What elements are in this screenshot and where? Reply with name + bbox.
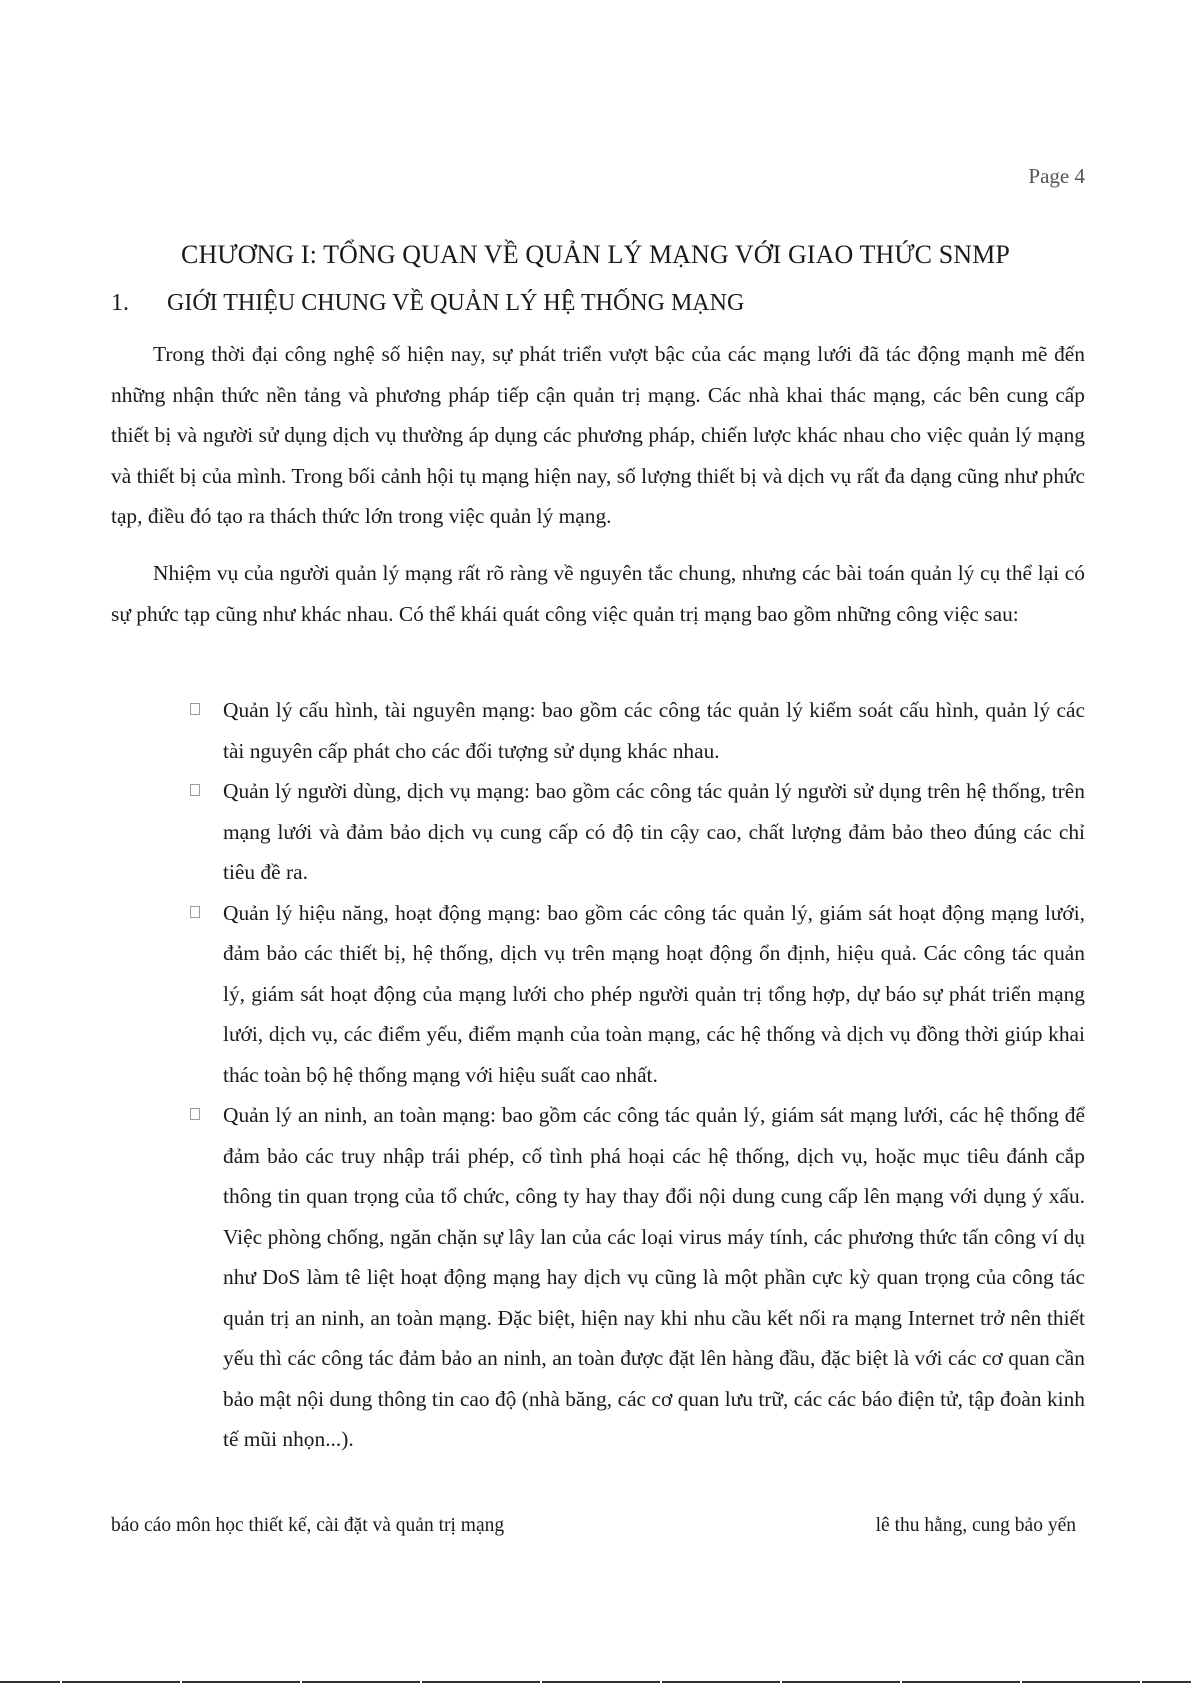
section-heading [111, 290, 744, 317]
page-footer [111, 1515, 1076, 1537]
section-number: 1. [111, 290, 129, 316]
chapter-title: CHƯƠNG I: TỔNG QUAN VỀ QUẢN LÝ MẠNG VỚI GIAO THỨC SNMP [181, 240, 1010, 269]
intro-paragraph: Trong thời đại công nghệ số hiện nay, sự phát triển vượt bậc của các mạng lưới đã tác động mạnh mẽ đến những nhận thức nền tảng và phương pháp tiếp cận quản trị mạng. Các nhà khai thác mạng, các bên cung cấp thiết bị và người sử dụng dịch vụ thường áp dụng các phương pháp, chiến lược khác nhau cho việc quản lý mạng và thiết bị của mình. Trong bối cảnh hội tụ mạng hiện nay, số lượng thiết bị và dịch vụ rất đa dạng cũng như phức tạp, điều đó tạo ra thách thức lớn trong việc quản lý mạng. [111, 342, 1085, 528]
bullet-box-icon [190, 906, 200, 918]
tasks-paragraph: Nhiệm vụ của người quản lý mạng rất rõ ràng về nguyên tắc chung, nhưng các bài toán quản lý cụ thể lại có sự phức tạp cũng như khác nhau. Có thể khái quát công việc quản trị mạng bao gồm những công việc sau: [111, 561, 1085, 626]
footer-authors: lê thu hằng, cung bảo yến [875, 1515, 1076, 1536]
list-item [190, 690, 1085, 771]
footer-course-title: báo cáo môn học thiết kế, cài đặt và quản trị mạng [111, 1515, 505, 1536]
bullet-box-icon [190, 784, 200, 796]
bullet-text: Quản lý người dùng, dịch vụ mạng: bao gồm các công tác quản lý người sử dụng trên hệ thống, trên mạng lưới và đảm bảo dịch vụ cung cấp có độ tin cậy cao, chất lượng đảm bảo theo đúng các chỉ tiêu đề ra. [223, 779, 1085, 884]
list-item [190, 771, 1085, 893]
list-item [190, 893, 1085, 1096]
bullet-text: Quản lý hiệu năng, hoạt động mạng: bao gồm các công tác quản lý, giám sát hoạt động mạng lưới, đảm bảo các thiết bị, hệ thống, dịch vụ trên mạng hoạt động ổn định, hiệu quả. Các công tác quản lý, giám sát hoạt động của mạng lưới cho phép người quản trị tổng hợp, dự báo sự phát triển mạng lưới, dịch vụ, các điểm yếu, điểm mạnh của toàn mạng, các hệ thống và dịch vụ đồng thời giúp khai thác toàn bộ hệ thống mạng với hiệu suất cao nhất. [223, 900, 1085, 1087]
task-bullet-list [190, 690, 1085, 1460]
bullet-box-icon [190, 1108, 200, 1120]
bullet-text: Quản lý cấu hình, tài nguyên mạng: bao gồm các công tác quản lý kiểm soát cấu hình, quản lý các tài nguyên cấp phát cho các đối tượng sử dụng khác nhau. [223, 698, 1085, 763]
bottom-rule [0, 1681, 1191, 1683]
page-number: Page 4 [1028, 164, 1085, 188]
list-item [190, 1095, 1085, 1460]
bullet-box-icon [190, 703, 200, 715]
bullet-text: Quản lý an ninh, an toàn mạng: bao gồm các công tác quản lý, giám sát mạng lưới, các hệ thống để đảm bảo các truy nhập trái phép, cố tình phá hoại các hệ thống, dịch vụ, hoặc mục tiêu đánh cắp thông tin quan trọng của tổ chức, công ty hay thay đổi nội dung cung cấp lên mạng với dụng ý xấu. Việc phòng chống, ngăn chặn sự lây lan của các loại virus máy tính, các phương thức tấn công ví dụ như DoS làm tê liệt hoạt động mạng hay dịch vụ cũng là một phần cực kỳ quan trọng của công tác quản trị an ninh, an toàn mạng. Đặc biệt, hiện nay khi nhu cầu kết nối ra mạng Internet trở nên thiết yếu thì các công tác đảm bảo an ninh, an toàn được đặt lên hàng đầu, đặc biệt là với các cơ quan cần bảo mật nội dung thông tin cao độ (nhà băng, các cơ quan lưu trữ, các các báo điện tử, tập đoàn kinh tế mũi nhọn...). [223, 1103, 1085, 1451]
section-title: GIỚI THIỆU CHUNG VỀ QUẢN LÝ HỆ THỐNG MẠNG [167, 290, 745, 316]
